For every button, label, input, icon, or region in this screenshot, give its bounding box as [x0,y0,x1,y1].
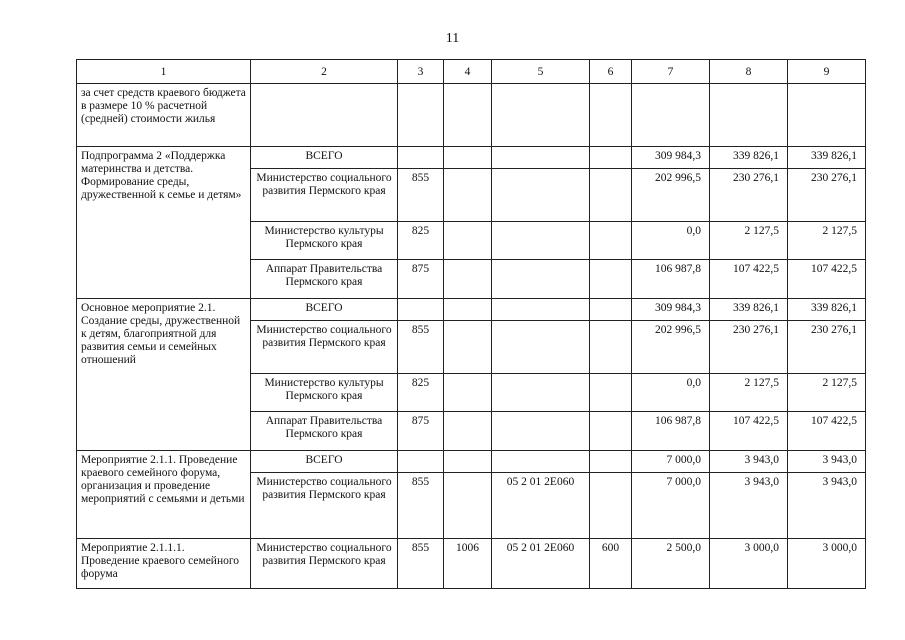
table-row [77,539,866,589]
executor-cell: Министерство социального развития Пермского края [251,539,398,589]
table-row [77,451,866,473]
amount-col7: 309 984,3 [632,147,710,169]
amount-col7: 2 500,0 [632,539,710,589]
executor-cell: ВСЕГО [251,299,398,321]
executor-cell: Министерство культуры Пермского края [251,222,398,260]
grbs-cell: 875 [398,260,444,299]
budget-table [76,59,866,589]
vr-cell [590,374,632,412]
rzpr-cell [444,374,492,412]
rzpr-cell [444,451,492,473]
executor-cell: ВСЕГО [251,147,398,169]
csr-cell [492,260,590,299]
amount-col9: 3 943,0 [788,473,866,539]
amount-col8: 107 422,5 [710,260,788,299]
executor-cell: Аппарат Правительства Пермского края [251,412,398,451]
program-name: Основное мероприятие 2.1. Создание среды, дружественной к детям, благоприятной для развития семьи и семейных отношений [77,299,251,451]
vr-cell: 600 [590,539,632,589]
vr-cell [590,222,632,260]
amount-col7: 309 984,3 [632,299,710,321]
amount-col8: 2 127,5 [710,374,788,412]
program-name: Мероприятие 2.1.1.1. Проведение краевого семейного форума [77,539,251,589]
amount-col7: 106 987,8 [632,260,710,299]
grbs-cell: 855 [398,539,444,589]
table-row [77,84,866,147]
header-cell: 5 [492,60,590,84]
program-name: Мероприятие 2.1.1. Проведение краевого семейного форума, организация и проведение мероприятий с семьями и детьми [77,451,251,539]
amount-col8: 2 127,5 [710,222,788,260]
amount-col8: 3 000,0 [710,539,788,589]
grbs-cell: 825 [398,374,444,412]
csr-cell [492,299,590,321]
grbs-cell [398,84,444,147]
header-cell: 8 [710,60,788,84]
amount-col7: 0,0 [632,374,710,412]
header-cell: 6 [590,60,632,84]
amount-col8: 230 276,1 [710,169,788,222]
rzpr-cell [444,222,492,260]
header-cell: 9 [788,60,866,84]
csr-cell [492,451,590,473]
amount-col9: 230 276,1 [788,169,866,222]
header-cell: 1 [77,60,251,84]
amount-col8: 339 826,1 [710,299,788,321]
amount-col8: 3 943,0 [710,473,788,539]
amount-col9: 339 826,1 [788,299,866,321]
csr-cell: 05 2 01 2Е060 [492,473,590,539]
vr-cell [590,169,632,222]
header-cell: 2 [251,60,398,84]
executor-cell: Аппарат Правительства Пермского края [251,260,398,299]
grbs-cell: 875 [398,412,444,451]
csr-cell [492,374,590,412]
amount-col9: 230 276,1 [788,321,866,374]
vr-cell [590,147,632,169]
executor-cell: Министерство социального развития Пермского края [251,473,398,539]
amount-col8: 107 422,5 [710,412,788,451]
amount-col9 [788,84,866,147]
csr-cell [492,147,590,169]
program-name: за счет средств краевого бюджета в размере 10 % расчетной (средней) стоимости жилья [77,84,251,147]
csr-cell [492,222,590,260]
grbs-cell: 855 [398,473,444,539]
amount-col9: 107 422,5 [788,412,866,451]
rzpr-cell [444,260,492,299]
rzpr-cell [444,147,492,169]
amount-col7: 106 987,8 [632,412,710,451]
executor-cell: Министерство культуры Пермского края [251,374,398,412]
header-cell: 3 [398,60,444,84]
page-number: 11 [445,31,460,46]
amount-col9: 3 943,0 [788,451,866,473]
vr-cell [590,473,632,539]
amount-col7: 7 000,0 [632,473,710,539]
amount-col7: 202 996,5 [632,321,710,374]
grbs-cell [398,147,444,169]
rzpr-cell [444,169,492,222]
csr-cell: 05 2 01 2Е060 [492,539,590,589]
rzpr-cell [444,299,492,321]
csr-cell [492,321,590,374]
vr-cell [590,299,632,321]
csr-cell [492,169,590,222]
table-row [77,147,866,169]
csr-cell [492,84,590,147]
rzpr-cell [444,473,492,539]
program-name: Подпрограмма 2 «Поддержка материнства и детства. Формирование среды, дружественной к семье и детям» [77,147,251,299]
csr-cell [492,412,590,451]
amount-col8 [710,84,788,147]
rzpr-cell: 1006 [444,539,492,589]
amount-col7: 202 996,5 [632,169,710,222]
executor-cell: Министерство социального развития Пермского края [251,169,398,222]
amount-col7: 7 000,0 [632,451,710,473]
grbs-cell: 825 [398,222,444,260]
grbs-cell [398,451,444,473]
vr-cell [590,260,632,299]
amount-col7: 0,0 [632,222,710,260]
grbs-cell: 855 [398,321,444,374]
header-cell: 7 [632,60,710,84]
vr-cell [590,451,632,473]
amount-col9: 107 422,5 [788,260,866,299]
amount-col9: 3 000,0 [788,539,866,589]
rzpr-cell [444,412,492,451]
vr-cell [590,84,632,147]
rzpr-cell [444,321,492,374]
rzpr-cell [444,84,492,147]
executor-cell [251,84,398,147]
table-row [77,299,866,321]
amount-col9: 2 127,5 [788,374,866,412]
grbs-cell [398,299,444,321]
amount-col8: 230 276,1 [710,321,788,374]
amount-col7 [632,84,710,147]
header-row [77,60,866,84]
vr-cell [590,412,632,451]
executor-cell: Министерство социального развития Пермского края [251,321,398,374]
amount-col9: 339 826,1 [788,147,866,169]
executor-cell: ВСЕГО [251,451,398,473]
header-cell: 4 [444,60,492,84]
vr-cell [590,321,632,374]
amount-col9: 2 127,5 [788,222,866,260]
amount-col8: 3 943,0 [710,451,788,473]
amount-col8: 339 826,1 [710,147,788,169]
grbs-cell: 855 [398,169,444,222]
